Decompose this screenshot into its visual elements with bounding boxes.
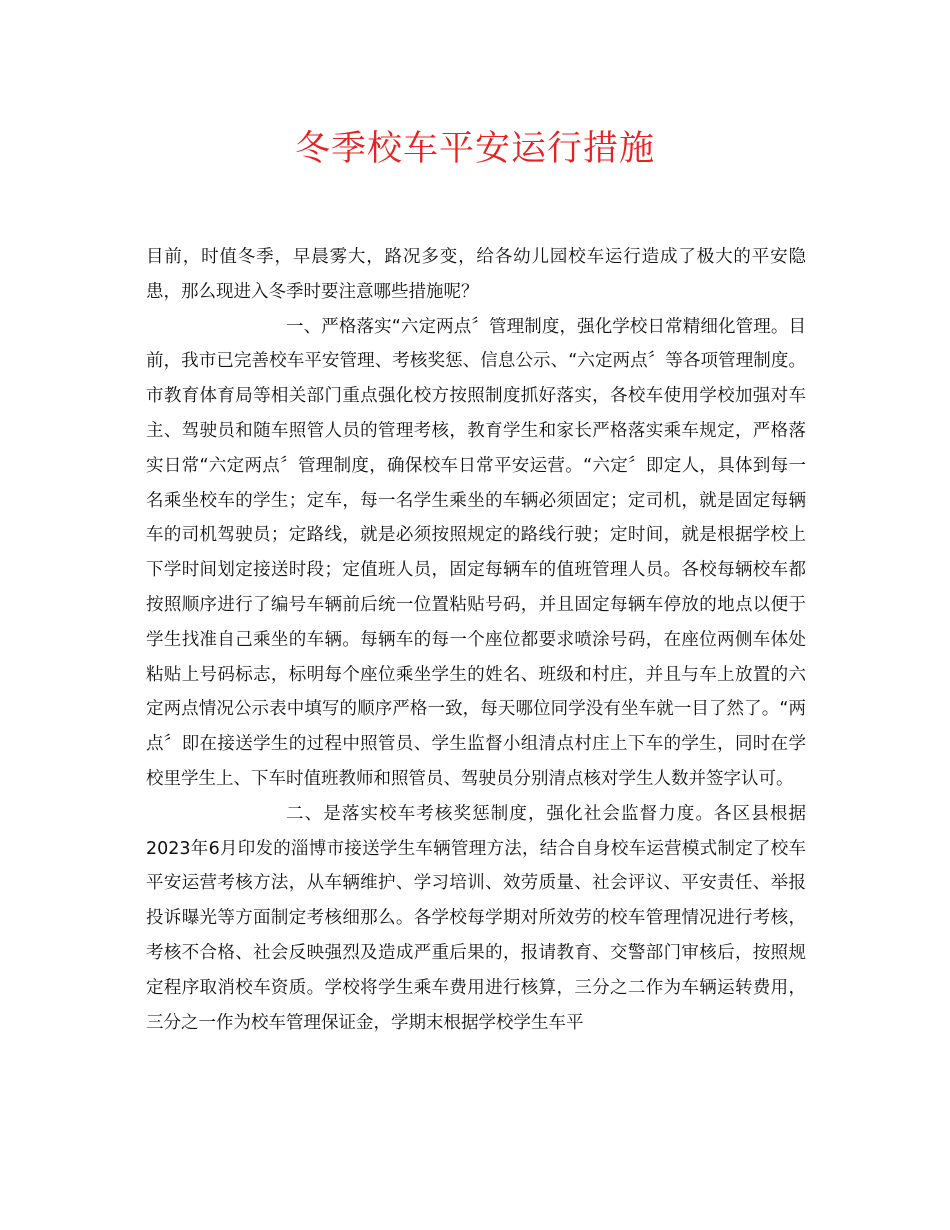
section-one-paragraph: 一、严格落实“六定两点〞管理制度，强化学校日常精细化管理。目前，我市已完善校车平安管理、考核奖惩、信息公示、“六定两点〞等各项管理制度。市教育体育局等相关部门重点强化校方按照制度抓好落实，各校车使用学校加强对车主、驾驶员和随车照管人员的管理考核，教育学生和家长严格落实乘车规定，严格落实日常“六定两点〞管理制度，确保校车日常平安运营。“六定〞即定人，具体到每一名乘坐校车的学生；定车，每一名学生乘坐的车辆必须固定；定司机，就是固定每辆车的司机驾驶员；定路线，就是必须按照规定的路线行驶；定时间，就是根据学校上下学时间划定接送时段；定值班人员，固定每辆车的值班管理人员。各校每辆校车都按照顺序进行了编号车辆前后统一位置粘贴号码，并且固定每辆车停放的地点以便于学生找准自己乘坐的车辆。每辆车的每一个座位都要求喷涂号码，在座位两侧车体处粘贴上号码标志，标明每个座位乘坐学生的姓名、班级和村庄，并且与车上放置的六定两点情况公示表中填写的顺序严格一致，每天哪位同学没有坐车就一目了然了。“两点〞即在接送学生的过程中照管员、学生监督小组清点村庄上下车的学生，同时在学校里学生上、下车时值班教师和照管员、驾驶员分别清点核对学生人数并签字认可。 [146, 316, 806, 789]
document-body [146, 240, 806, 1040]
document-title: 冬季校车平安运行措施 [294, 129, 655, 169]
section-two-paragraph: 二、是落实校车考核奖惩制度，强化社会监督力度。各区县根据2023年6月印发的淄博市接送学生车辆管理方法，结合自身校车运营模式制定了校车平安运营考核方法，从车辆维护、学习培训、效劳质量、社会评议、平安责任、举报投诉曝光等方面制定考核细那么。各学校每学期对所效劳的校车管理情况进行考核，考核不合格、社会反映强烈及造成严重后果的，报请教育、交警部门审核后，按照规定程序取消校车资质。学校将学生乘车费用进行核算，三分之二作为车辆运转费用，三分之一作为校车管理保证金，学期末根据学校学生车平 [146, 803, 806, 1033]
intro-paragraph: 目前，时值冬季，早晨雾大，路况多变，给各幼儿园校车运行造成了极大的平安隐患，那么现进入冬季时要注意哪些措施呢？ [146, 247, 806, 302]
